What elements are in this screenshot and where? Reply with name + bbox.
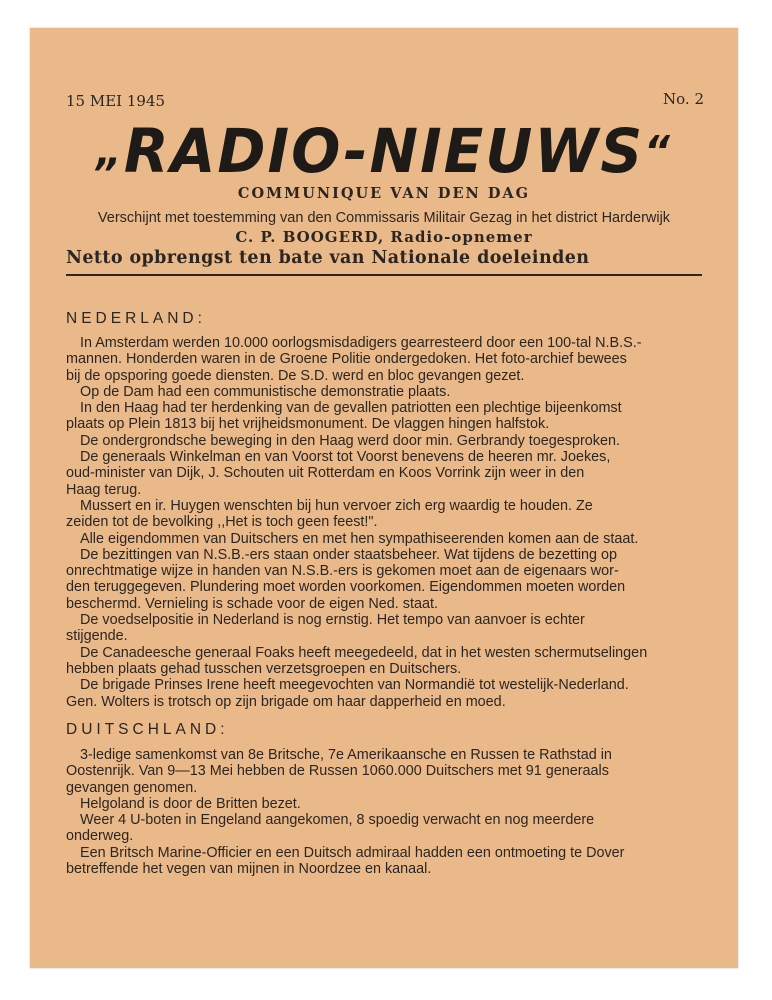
text-line: stijgende. <box>66 628 128 645</box>
text-line: De Canadeesche generaal Foaks heeft meegedeeld, dat in het westen schermutselingen <box>80 644 648 661</box>
masthead-title: RADIO-NIEUWS <box>123 115 645 187</box>
text-line: Alle eigendommen van Duitschers en met hen sympathiseerenden komen aan de staat. <box>80 530 639 547</box>
text-line: In den Haag had ter herdenking van de gevallen patriotten een plechtige bijeenkomst <box>80 400 622 417</box>
text-line: mannen. Honderden waren in de Groene Politie ondergedoken. Het foto-archief bewees <box>66 351 627 368</box>
header-divider <box>66 274 702 276</box>
text-line: bij de opsporing goede diensten. De S.D. werd en bloc gevangen gezet. <box>66 367 525 384</box>
section-heading-duitschland: DUITSCHLAND: <box>66 721 229 738</box>
text-line: In Amsterdam werden 10.000 oorlogsmisdadigers gearresteerd door een 100-tal N.B.S.- <box>80 335 642 351</box>
masthead <box>30 114 738 189</box>
text-line: zeiden tot de bevolking ,,Het is toch geen feest!". <box>66 514 378 531</box>
text-line: beschermd. Vernieling is schade voor de eigen Ned. staat. <box>66 595 438 612</box>
section-body-duitschland <box>66 747 700 878</box>
text-line: den teruggegeven. Plundering moet worden voorkomen. Eigendommen moeten worden <box>66 579 626 596</box>
text-line: Helgoland is door de Britten bezet. <box>80 795 301 812</box>
text-line: De bezittingen van N.S.B.-ers staan onder staatsbeheer. Wat tijdens de bezetting op <box>80 546 618 563</box>
text-line: De generaals Winkelman en van Voorst tot Voorst benevens de heeren mr. Joekes, <box>80 449 611 466</box>
operator-line: C. P. BOOGERD, Radio-opnemer <box>235 228 533 246</box>
text-line: onderweg. <box>66 828 134 845</box>
text-line: Weer 4 U-boten in Engeland aangekomen, 8 spoedig verwacht en nog meerdere <box>80 812 595 829</box>
issue-date: 15 MEI 1945 <box>66 92 166 110</box>
text-line: plaats op Plein 1813 bij het vrijheidsmonument. De vlaggen hingen halfstok. <box>66 416 550 433</box>
text-line: De ondergrondsche beweging in den Haag werd door min. Gerbrandy toegesproken. <box>80 432 620 449</box>
text-line: De voedselpositie in Nederland is nog ernstig. Het tempo van aanvoer is echter <box>80 612 585 629</box>
masthead-quote-close: “ <box>644 127 672 177</box>
text-line: hebben plaats gehad tusschen verzetsgroepen en Duitschers. <box>66 660 462 677</box>
text-line: De brigade Prinses Irene heeft meegevochten van Normandië tot westelijk-Nederland. <box>80 677 629 694</box>
subtitle: COMMUNIQUE VAN DEN DAG <box>237 185 531 202</box>
text-line: betreffende het vegen van mijnen in Noordzee en kanaal. <box>66 861 432 878</box>
proceeds-line: Netto opbrengst ten bate van Nationale doeleinden <box>66 248 590 268</box>
masthead-quote-open: „ <box>96 127 124 177</box>
text-line: Oostenrijk. Van 9—13 Mei hebben de Russen 1060.000 Duitschers met 91 generaals <box>66 763 609 780</box>
text-line: 3-ledige samenkomst van 8e Britsche, 7e Amerikaansche en Russen te Rathstad in <box>80 747 612 763</box>
issue-number: No. 2 <box>663 90 704 108</box>
text-line: Een Britsch Marine-Officier en een Duitsch admiraal hadden een ontmoeting te Dover <box>80 844 625 861</box>
text-line: Gen. Wolters is trotsch op zijn brigade om haar dapperheid en moed. <box>66 693 506 710</box>
text-line: Op de Dam had een communistische demonstratie plaats. <box>80 383 451 400</box>
section-body-nederland <box>66 335 700 710</box>
text-line: Mussert en ir. Huygen wenschten bij hun vervoer zich erg waardig te houden. Ze <box>80 497 593 514</box>
text-line: oud-minister van Dijk, J. Schouten uit Rotterdam en Koos Vorrink zijn weer in den <box>66 465 585 482</box>
text-line: onrechtmatige wijze in handen van N.S.B.-ers is gekomen moet aan de eigenaars wor- <box>66 563 619 580</box>
newsletter-page <box>30 28 738 968</box>
section-heading-nederland: NEDERLAND: <box>66 310 206 327</box>
permit-line: Verschijnt met toestemming van den Commissaris Militair Gezag in het district Harderwijk <box>97 210 671 226</box>
text-line: Haag terug. <box>66 481 142 498</box>
text-line: gevangen genomen. <box>66 779 198 796</box>
